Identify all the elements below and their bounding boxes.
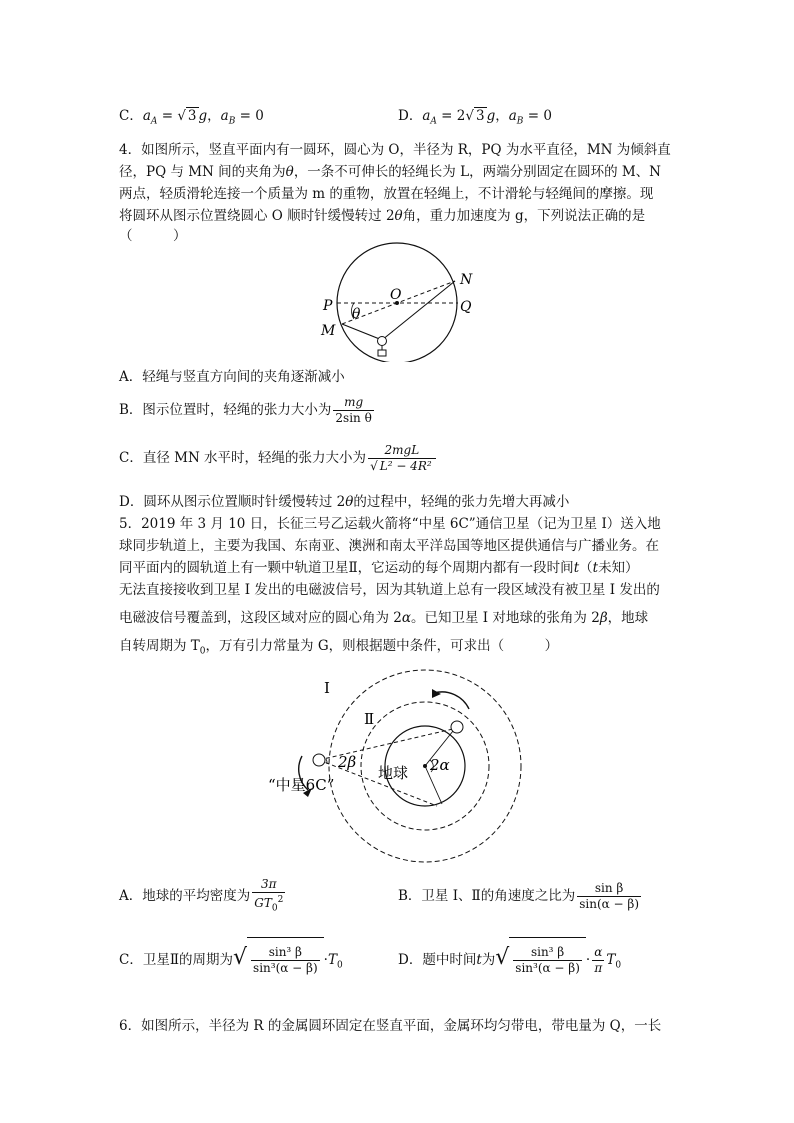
satellite-ii bbox=[451, 721, 463, 733]
label-orbit-i: I bbox=[324, 679, 330, 697]
label-o: O bbox=[390, 287, 402, 303]
q5-stem-line4: 无法直接接收到卫星 I 发出的电磁波信号，因为其轨道上总有一段区域没有被卫星 I 发出的 bbox=[119, 582, 660, 598]
q5-stem-line1: 5．2019 年 3 月 10 日，长征三号乙运载火箭将“中星 6C”通信卫星（记为卫星 I）送入地 bbox=[119, 516, 661, 532]
q4-stem-line4: 将圆环从图示位置绕圆心 O 顺时针缓慢转过 2θ角，重力加速度为 g，下列说法正确的是 bbox=[119, 208, 646, 224]
q4-stem-line2: 径，PQ 与 MN 间的夹角为θ，一条不可伸长的轻绳长为 L，两端分别固定在圆环的 M、N bbox=[119, 164, 661, 180]
label-orbit-ii: Ⅱ bbox=[364, 710, 375, 728]
q4-option-d: D．圆环从图示位置顺时针缓慢转过 2θ的过程中，轻绳的张力先增大再减小 bbox=[119, 494, 570, 510]
weight-block bbox=[378, 350, 386, 356]
q5-option-a: A．地球的平均密度为 $\frac{3\pi}{GT_0^2}$ bbox=[119, 876, 284, 914]
pulley bbox=[378, 337, 387, 346]
q4-option-a: A．轻绳与竖直方向间的夹角逐渐减小 bbox=[119, 369, 345, 385]
label-earth: 地球 bbox=[378, 764, 409, 782]
q5-stem-line2: 球同步轨道上，主要为我国、东南亚、澳洲和南太平洋岛国等地区提供通信与广播业务。在 bbox=[119, 538, 659, 554]
q4-option-b: B．图示位置时，轻绳的张力大小为 $\frac{mg}{\text{2sin θ}}$ bbox=[119, 395, 372, 425]
q6-stem-line1: 6．如图所示，半径为 R 的金属圆环固定在竖直平面，金属环均匀带电，带电量为 Q，一长 bbox=[119, 1018, 662, 1034]
q5-orbit-figure bbox=[262, 666, 542, 871]
q5-option-c: C．卫星Ⅱ的周期为√ $\frac{\text{sin³ β}}{\text{sin³(α − β)}}$ $\cdot T_0$ bbox=[119, 936, 343, 988]
label-2alpha: 2α bbox=[430, 756, 450, 774]
satellite-i bbox=[313, 754, 325, 766]
q5-stem-line3: 同平面内的圆轨道上有一颗中轨道卫星Ⅱ，它运动的每个周期内都有一段时间t（t未知） bbox=[119, 560, 639, 576]
q4-stem-line3: 两点，轻质滑轮连接一个质量为 m 的重物，放置在轻绳上，不计滑轮与轻绳间的摩擦。现 bbox=[119, 186, 654, 202]
q5-option-d: D．题中时间t为√ $\frac{\text{sin³ β}}{\text{sin³(α − β)}}$ · $\frac{\alpha}{\pi}$ $T_0$ bbox=[398, 936, 621, 988]
label-q: Q bbox=[460, 299, 472, 315]
label-2beta: 2β bbox=[338, 753, 357, 771]
label-n: N bbox=[460, 272, 473, 288]
q5-stem-line5: 电磁波信号覆盖到，这段区域对应的圆心角为 2α。已知卫星 I 对地球的张角为 2β，地球 bbox=[119, 610, 649, 626]
q3-option-d: D．$a_A = 2√$ 3 g，$a_B = 0$ bbox=[398, 108, 552, 127]
label-zhongxing6c: “中星6C” bbox=[268, 776, 335, 794]
q5-stem-line6: 自转周期为 $T_0$，万有引力常量为 G，则根据题中条件，可求出（ ） bbox=[119, 638, 559, 657]
q3-option-c: C．$a_A$ = √ 3 g，$a_B = 0$ bbox=[119, 108, 264, 127]
q4-ring-figure bbox=[310, 236, 490, 362]
label-theta: θ bbox=[352, 306, 361, 322]
q5-option-b: B．卫星 I、Ⅱ的角速度之比为 $\frac{\text{sin β}}{\sin(\alpha - \beta)}$ bbox=[398, 881, 640, 911]
q4-option-c: C．直径 MN 水平时，轻绳的张力大小为 $\frac{\text{2mgL}}{\text{√ L² − 4R²}}$ bbox=[119, 440, 438, 476]
label-m: M bbox=[321, 323, 336, 339]
q4-answer-blank: （ ） bbox=[119, 228, 187, 244]
label-p: P bbox=[323, 298, 333, 314]
q4-stem-line1: 4．如图所示，竖直平面内有一圆环，圆心为 O，半径为 R，PQ 为水平直径，MN 为倾斜直 bbox=[119, 142, 671, 158]
